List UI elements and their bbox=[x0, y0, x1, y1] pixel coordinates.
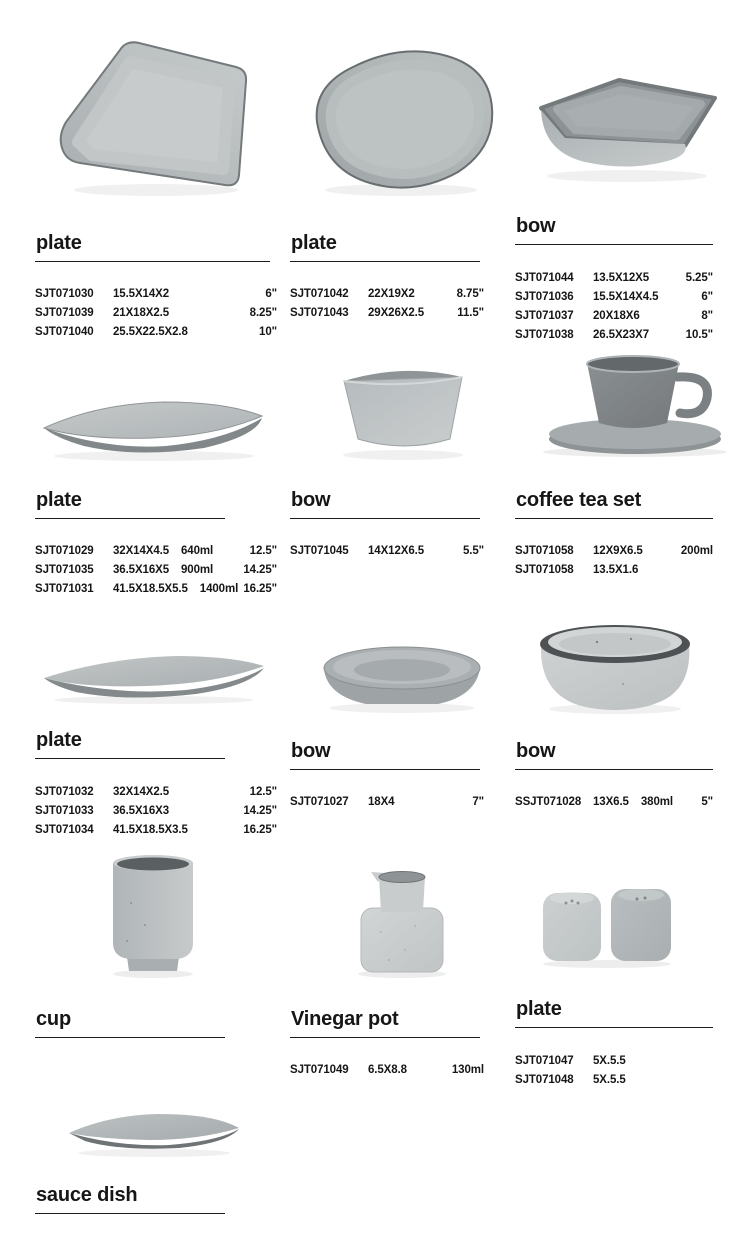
product-card-vinegar-pot bbox=[290, 840, 515, 1090]
product-photo-plate-1 bbox=[35, 0, 290, 212]
product-card-bow-1 bbox=[515, 0, 750, 345]
spec-code: SJT071038 bbox=[515, 329, 574, 341]
spec-row bbox=[35, 542, 277, 561]
spec-dims: 13.5X12X5 bbox=[593, 272, 650, 284]
spec-code: SJT071032 bbox=[35, 786, 94, 798]
spec-size: 5.5" bbox=[462, 545, 484, 558]
spec-dims: 5X.5.5 bbox=[593, 1074, 626, 1086]
spec-code: SJT071029 bbox=[35, 545, 94, 558]
sauce-dish-illustration bbox=[59, 1101, 249, 1159]
product-title: sauce dish bbox=[35, 1181, 225, 1214]
spec-vol: 640ml bbox=[181, 545, 214, 558]
spec-row bbox=[35, 304, 277, 323]
spec-dims: 25.5X22.5X2.8 bbox=[113, 326, 188, 339]
spec-vol: 380ml bbox=[640, 796, 673, 809]
product-card-bow-3 bbox=[290, 600, 515, 840]
spec-size: 16.25" bbox=[243, 583, 277, 596]
spec-row bbox=[35, 802, 277, 821]
product-photo-plate-4 bbox=[35, 600, 290, 710]
tumbler-cup-illustration bbox=[101, 845, 206, 980]
spec-code: SJT071030 bbox=[35, 288, 94, 301]
spec-row bbox=[515, 326, 713, 345]
product-card-cup bbox=[35, 840, 290, 1090]
spec-dims: 36.5X16X3 bbox=[113, 805, 170, 817]
spec-row bbox=[290, 793, 484, 812]
boat-dish-illustration bbox=[36, 388, 271, 463]
product-photo-coffee-tea-set bbox=[515, 345, 750, 469]
spec-size: 10.5" bbox=[685, 329, 713, 341]
spec-dims: 36.5X16X5 bbox=[113, 564, 170, 577]
spec-code: SJT071027 bbox=[290, 796, 349, 809]
spec-row bbox=[35, 561, 277, 580]
product-card-plate-4 bbox=[35, 600, 290, 840]
product-title: bow bbox=[290, 737, 480, 770]
product-card-plate-3 bbox=[35, 345, 290, 600]
spec-code: SJT071034 bbox=[35, 824, 94, 836]
spec-row bbox=[35, 323, 277, 342]
spec-code: SJT071058 bbox=[515, 545, 574, 558]
shallow-bowl-illustration bbox=[318, 634, 488, 716]
spec-table bbox=[290, 278, 484, 323]
spec-code: SJT071048 bbox=[515, 1074, 574, 1086]
product-title: plate bbox=[35, 726, 225, 759]
product-title: bow bbox=[290, 486, 480, 519]
product-title: plate bbox=[35, 229, 270, 262]
spec-row bbox=[290, 285, 484, 304]
spec-size: 6" bbox=[701, 291, 713, 303]
spec-table bbox=[35, 1231, 277, 1238]
square-bowl-illustration bbox=[328, 353, 478, 463]
spec-code: SJT071039 bbox=[35, 307, 94, 320]
spec-dims: 26.5X23X7 bbox=[593, 329, 650, 341]
spec-table bbox=[515, 1045, 713, 1090]
pebble-plate-illustration bbox=[295, 30, 510, 200]
spec-table bbox=[35, 776, 277, 840]
spec-code: SJT071037 bbox=[515, 310, 574, 322]
product-title: plate bbox=[290, 229, 480, 262]
spec-row bbox=[290, 542, 484, 561]
spec-row bbox=[515, 561, 713, 580]
product-title: bow bbox=[515, 212, 713, 245]
spec-table bbox=[515, 535, 713, 580]
spec-code: SJT071035 bbox=[35, 564, 94, 577]
spec-row bbox=[515, 307, 713, 326]
product-photo-plate-2 bbox=[290, 0, 515, 212]
spec-row bbox=[35, 783, 277, 802]
product-card-plate-2 bbox=[290, 0, 515, 345]
spec-table bbox=[35, 535, 277, 599]
spec-size: 7" bbox=[472, 796, 484, 809]
spec-vol: 200ml bbox=[680, 545, 713, 558]
spec-dims: 5X.5.5 bbox=[593, 1055, 626, 1067]
spec-dims: 41.5X18.5X5.5 bbox=[113, 583, 188, 596]
vinegar-pot-illustration bbox=[345, 862, 460, 980]
spec-code: SJT071058 bbox=[515, 564, 574, 577]
product-card-sauce-dish bbox=[35, 1090, 290, 1238]
product-photo-bow-3 bbox=[290, 600, 515, 720]
spec-row bbox=[515, 1071, 713, 1090]
spec-vol: 900ml bbox=[181, 564, 214, 577]
spec-dims: 29X26X2.5 bbox=[368, 307, 425, 320]
spec-size: 6" bbox=[265, 288, 277, 301]
trapezoid-plate-illustration bbox=[46, 20, 261, 200]
spec-dims: 15.5X14X2 bbox=[113, 288, 170, 301]
product-photo-cup bbox=[35, 840, 290, 988]
spec-table bbox=[290, 1054, 484, 1080]
spec-row bbox=[290, 304, 484, 323]
spec-code: SJT071043 bbox=[290, 307, 349, 320]
spec-size: 5" bbox=[701, 796, 713, 809]
spec-dims: 18X4 bbox=[368, 796, 395, 809]
spec-row bbox=[515, 288, 713, 307]
product-photo-plate-3 bbox=[35, 345, 290, 469]
spec-size: 11.5" bbox=[457, 307, 484, 320]
spec-row bbox=[290, 1061, 484, 1080]
product-title: cup bbox=[35, 1005, 225, 1038]
spec-dims: 32X14X2.5 bbox=[113, 786, 170, 798]
product-photo-bow-4 bbox=[515, 600, 750, 720]
spec-size: 12.5" bbox=[249, 786, 277, 798]
product-title: bow bbox=[515, 737, 713, 770]
spec-vol: 1400ml bbox=[199, 583, 239, 596]
spec-size: 14.25" bbox=[243, 805, 277, 817]
product-photo-bow-2 bbox=[290, 345, 515, 469]
spec-size: 10" bbox=[259, 326, 277, 339]
spec-row bbox=[35, 821, 277, 840]
spec-code: SJT071036 bbox=[515, 291, 574, 303]
spec-code: SJT071047 bbox=[515, 1055, 574, 1067]
product-photo-bow-1 bbox=[515, 0, 750, 196]
spec-size: 8.75" bbox=[456, 288, 484, 301]
spec-size: 5.25" bbox=[685, 272, 713, 284]
spec-size: 14.25" bbox=[243, 564, 277, 577]
spec-size: 8.25" bbox=[249, 307, 277, 320]
spec-row bbox=[515, 1052, 713, 1071]
product-photo-plate-5 bbox=[515, 840, 750, 979]
long-plate-illustration bbox=[36, 644, 271, 706]
spec-size: 16.25" bbox=[243, 824, 277, 836]
spec-row bbox=[515, 542, 713, 561]
product-title: plate bbox=[35, 486, 225, 519]
spec-row bbox=[515, 793, 713, 812]
spec-row bbox=[35, 580, 277, 599]
product-card-bow-2 bbox=[290, 345, 515, 600]
product-photo-sauce-dish bbox=[35, 1090, 290, 1165]
spec-dims: 6.5X8.8 bbox=[368, 1064, 407, 1077]
product-photo-vinegar-pot bbox=[290, 840, 515, 988]
spec-code: SJT071040 bbox=[35, 326, 94, 339]
spec-dims: 13X6.5 bbox=[593, 796, 629, 809]
spec-row bbox=[515, 269, 713, 288]
product-title: plate bbox=[515, 995, 713, 1028]
spec-code: SJT071031 bbox=[35, 583, 94, 596]
spec-code: SJT071042 bbox=[290, 288, 349, 301]
spec-dims: 14X12X6.5 bbox=[368, 545, 425, 558]
spec-dims: 21X18X2.5 bbox=[113, 307, 170, 320]
spec-dims: 13.5X1.6 bbox=[593, 564, 639, 577]
spec-code: SJT071049 bbox=[290, 1064, 349, 1077]
product-card-coffee-tea-set bbox=[515, 345, 750, 600]
product-card-plate-1 bbox=[35, 0, 290, 345]
round-bowl-illustration bbox=[527, 606, 702, 716]
spec-size: 8" bbox=[701, 310, 713, 322]
spec-dims: 32X14X4.5 bbox=[113, 545, 170, 558]
spec-code: SJT071045 bbox=[290, 545, 349, 558]
product-card-bow-4 bbox=[515, 600, 750, 840]
spec-code: SJT071033 bbox=[35, 805, 94, 817]
spec-dims: 15.5X14X4.5 bbox=[593, 291, 659, 303]
spec-dims: 41.5X18.5X3.5 bbox=[113, 824, 188, 836]
spec-size: 12.5" bbox=[249, 545, 277, 558]
spec-dims: 20X18X6 bbox=[593, 310, 640, 322]
spec-vol: 130ml bbox=[451, 1064, 484, 1077]
product-card-plate-5 bbox=[515, 840, 750, 1090]
product-title: Vinegar pot bbox=[290, 1005, 480, 1038]
spec-table bbox=[290, 535, 484, 561]
spec-code: SSJT071028 bbox=[515, 796, 582, 809]
product-title: coffee tea set bbox=[515, 486, 713, 519]
spec-code: SJT071044 bbox=[515, 272, 574, 284]
spec-table bbox=[515, 786, 713, 812]
spec-table bbox=[35, 278, 277, 342]
spec-dims: 22X19X2 bbox=[368, 288, 415, 301]
spec-table bbox=[515, 262, 713, 345]
salt-pepper-shakers-illustration bbox=[527, 871, 687, 971]
spec-table bbox=[290, 786, 484, 812]
coffee-cup-saucer-illustration bbox=[527, 345, 742, 463]
spec-row bbox=[35, 285, 277, 304]
angled-bowl-illustration bbox=[527, 64, 732, 184]
spec-table bbox=[35, 1054, 277, 1061]
spec-dims: 12X9X6.5 bbox=[593, 545, 643, 558]
